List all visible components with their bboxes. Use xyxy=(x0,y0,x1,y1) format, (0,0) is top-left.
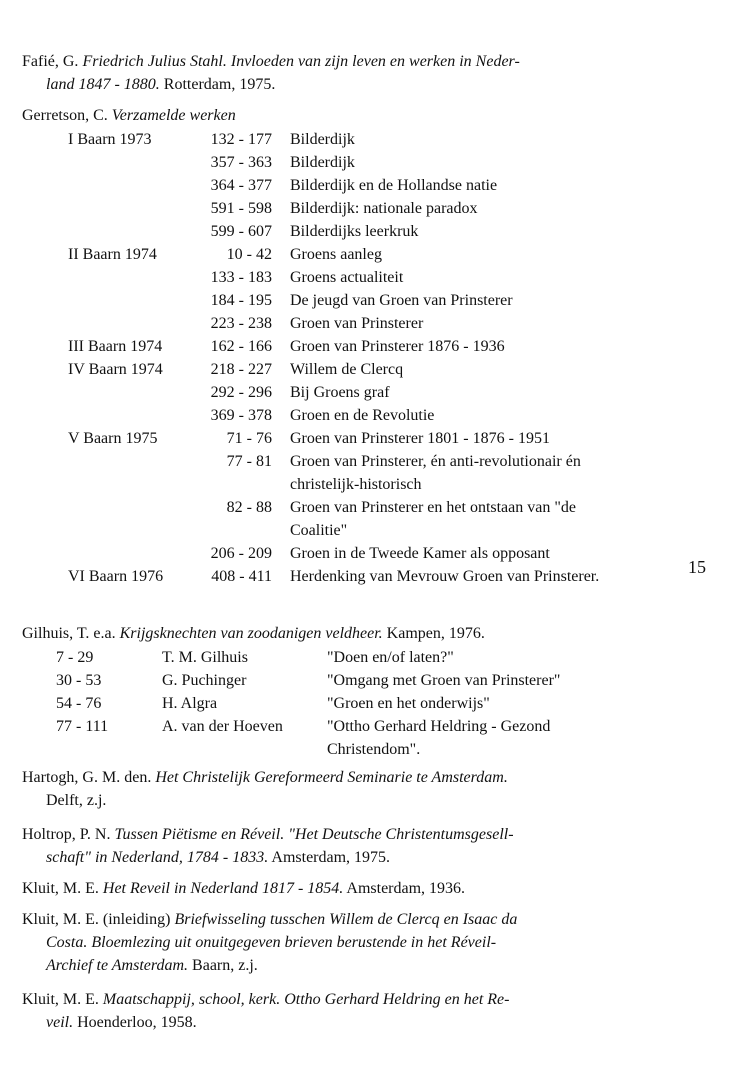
entry-fafie xyxy=(22,50,632,96)
volume-cell: III Baarn 1974 xyxy=(68,338,163,355)
pages-cell: 30 - 53 xyxy=(56,672,102,689)
title-cell: "Doen en/of laten?" xyxy=(327,649,454,666)
title-cell: Bij Groens graf xyxy=(290,384,390,401)
entry-holtrop xyxy=(22,823,632,869)
entry-title: Friedrich Julius Stahl. Invloeden van zijn leven en werken in Neder- xyxy=(82,53,520,70)
entry-title-cont: Costa. Bloemlezing uit onuitgegeven brieven berustende in het Réveil- xyxy=(46,934,497,951)
entry-kluit-2 xyxy=(22,908,632,977)
entry-title: Verzamelde werken xyxy=(111,107,236,124)
entry-publication: Kampen, 1976. xyxy=(386,625,485,642)
title-cell: Groen van Prinsterer 1876 - 1936 xyxy=(290,338,505,355)
pages-cell: 357 - 363 xyxy=(210,154,272,171)
title-cell: Groen en de Revolutie xyxy=(290,407,435,424)
title-cell: Groens aanleg xyxy=(290,246,382,263)
title-cell: "Groen en het onderwijs" xyxy=(327,695,490,712)
entry-publication: Amsterdam, 1936. xyxy=(346,880,466,897)
pages-cell: 218 - 227 xyxy=(210,361,272,378)
title-cell: Groen van Prinsterer 1801 - 1876 - 1951 xyxy=(290,430,550,447)
entry-title-cont: schaft" in Nederland, 1784 - 1833. xyxy=(46,849,269,866)
title-cell: Bilderdijk xyxy=(290,154,355,171)
pages-cell: 591 - 598 xyxy=(210,200,272,217)
title-cell: Groen in de Tweede Kamer als opposant xyxy=(290,545,550,562)
entry-title: Het Reveil in Nederland 1817 - 1854. xyxy=(102,880,344,897)
volume-cell: V Baarn 1975 xyxy=(68,430,158,447)
entry-publication: Rotterdam, 1975. xyxy=(163,76,276,93)
entry-author: Gilhuis, T. e.a. xyxy=(22,625,116,642)
pages-cell: 364 - 377 xyxy=(210,177,272,194)
volume-cell: VI Baarn 1976 xyxy=(68,568,164,585)
entry-title: Het Christelijk Gereformeerd Seminarie te Amsterdam. xyxy=(155,769,508,786)
pages-cell: 599 - 607 xyxy=(210,223,272,240)
entry-publication: Hoenderloo, 1958. xyxy=(77,1014,197,1031)
volume-cell: IV Baarn 1974 xyxy=(68,361,163,378)
entry-publication: Amsterdam, 1975. xyxy=(271,849,391,866)
title-cell: De jeugd van Groen van Prinsterer xyxy=(290,292,513,309)
pages-cell: 369 - 378 xyxy=(210,407,272,424)
entry-author: Gerretson, C. xyxy=(22,107,108,124)
author-cell: A. van der Hoeven xyxy=(162,718,283,735)
pages-cell: 184 - 195 xyxy=(210,292,272,309)
entry-gilhuis xyxy=(22,622,632,645)
pages-cell: 132 - 177 xyxy=(210,131,272,148)
entry-author: Fafié, G. xyxy=(22,53,79,70)
title-cell: Bilderdijk en de Hollandse natie xyxy=(290,177,498,194)
entry-publication: Baarn, z.j. xyxy=(192,957,258,974)
author-cell: H. Algra xyxy=(162,695,218,712)
entry-author: Kluit, M. E. xyxy=(22,991,99,1008)
title-cell: Bilderdijk xyxy=(290,131,355,148)
entry-title: Krijgsknechten van zoodanigen veldheer. xyxy=(119,625,383,642)
title-cell: Groen van Prinsterer xyxy=(290,315,424,332)
author-cell: G. Puchinger xyxy=(162,672,247,689)
entry-author: Kluit, M. E. xyxy=(22,880,99,897)
volume-cell: I Baarn 1973 xyxy=(68,131,152,148)
pages-cell: 408 - 411 xyxy=(211,568,272,585)
title-cell: Bilderdijk: nationale paradox xyxy=(290,200,478,217)
entry-author: Kluit, M. E. (inleiding) xyxy=(22,911,171,928)
title-cell: Groen van Prinsterer en het ontstaan van "de Coalitie" xyxy=(290,499,576,539)
pages-cell: 10 - 42 xyxy=(226,246,272,263)
title-cell: Groen van Prinsterer, én anti-revolutionair én christelijk-historisch xyxy=(290,453,581,493)
pages-cell: 292 - 296 xyxy=(210,384,272,401)
pages-cell: 82 - 88 xyxy=(226,499,272,516)
entry-title: Maatschappij, school, kerk. Ottho Gerhard Heldring en het Re- xyxy=(102,991,510,1008)
title-cell: "Omgang met Groen van Prinsterer" xyxy=(327,672,561,689)
entry-kluit-3 xyxy=(22,988,632,1034)
entry-hartogh xyxy=(22,766,632,812)
entry-title: Briefwisseling tusschen Willem de Clercq en Isaac da xyxy=(174,911,518,928)
pages-cell: 133 - 183 xyxy=(210,269,272,286)
entry-author: Holtrop, P. N. xyxy=(22,826,111,843)
entry-kluit-1 xyxy=(22,877,632,900)
entry-gerretson xyxy=(22,104,632,127)
pages-cell: 223 - 238 xyxy=(210,315,272,332)
entry-title-cont: Archief te Amsterdam. xyxy=(46,957,189,974)
title-cell: Herdenking van Mevrouw Groen van Prinsterer. xyxy=(290,568,600,585)
pages-cell: 77 - 111 xyxy=(56,718,109,735)
pages-cell: 7 - 29 xyxy=(56,649,94,666)
page-number: 15 xyxy=(688,557,706,577)
pages-cell: 206 - 209 xyxy=(210,545,272,562)
entry-publication: Delft, z.j. xyxy=(46,792,107,809)
title-cell: Groens actualiteit xyxy=(290,269,404,286)
entry-title-cont: land 1847 - 1880. xyxy=(46,76,160,93)
entry-title-cont: veil. xyxy=(46,1014,74,1031)
entry-title: Tussen Piëtisme en Réveil. "Het Deutsche Christentumsgesell- xyxy=(114,826,514,843)
pages-cell: 54 - 76 xyxy=(56,695,102,712)
pages-cell: 77 - 81 xyxy=(226,453,272,470)
title-cell: Bilderdijks leerkruk xyxy=(290,223,419,240)
title-cell: Willem de Clercq xyxy=(290,361,404,378)
pages-cell: 162 - 166 xyxy=(210,338,272,355)
title-cell: "Ottho Gerhard Heldring - Gezond Christendom". xyxy=(327,718,551,758)
author-cell: T. M. Gilhuis xyxy=(162,649,248,666)
pages-cell: 71 - 76 xyxy=(226,430,272,447)
entry-author: Hartogh, G. M. den. xyxy=(22,769,152,786)
volume-cell: II Baarn 1974 xyxy=(68,246,157,263)
